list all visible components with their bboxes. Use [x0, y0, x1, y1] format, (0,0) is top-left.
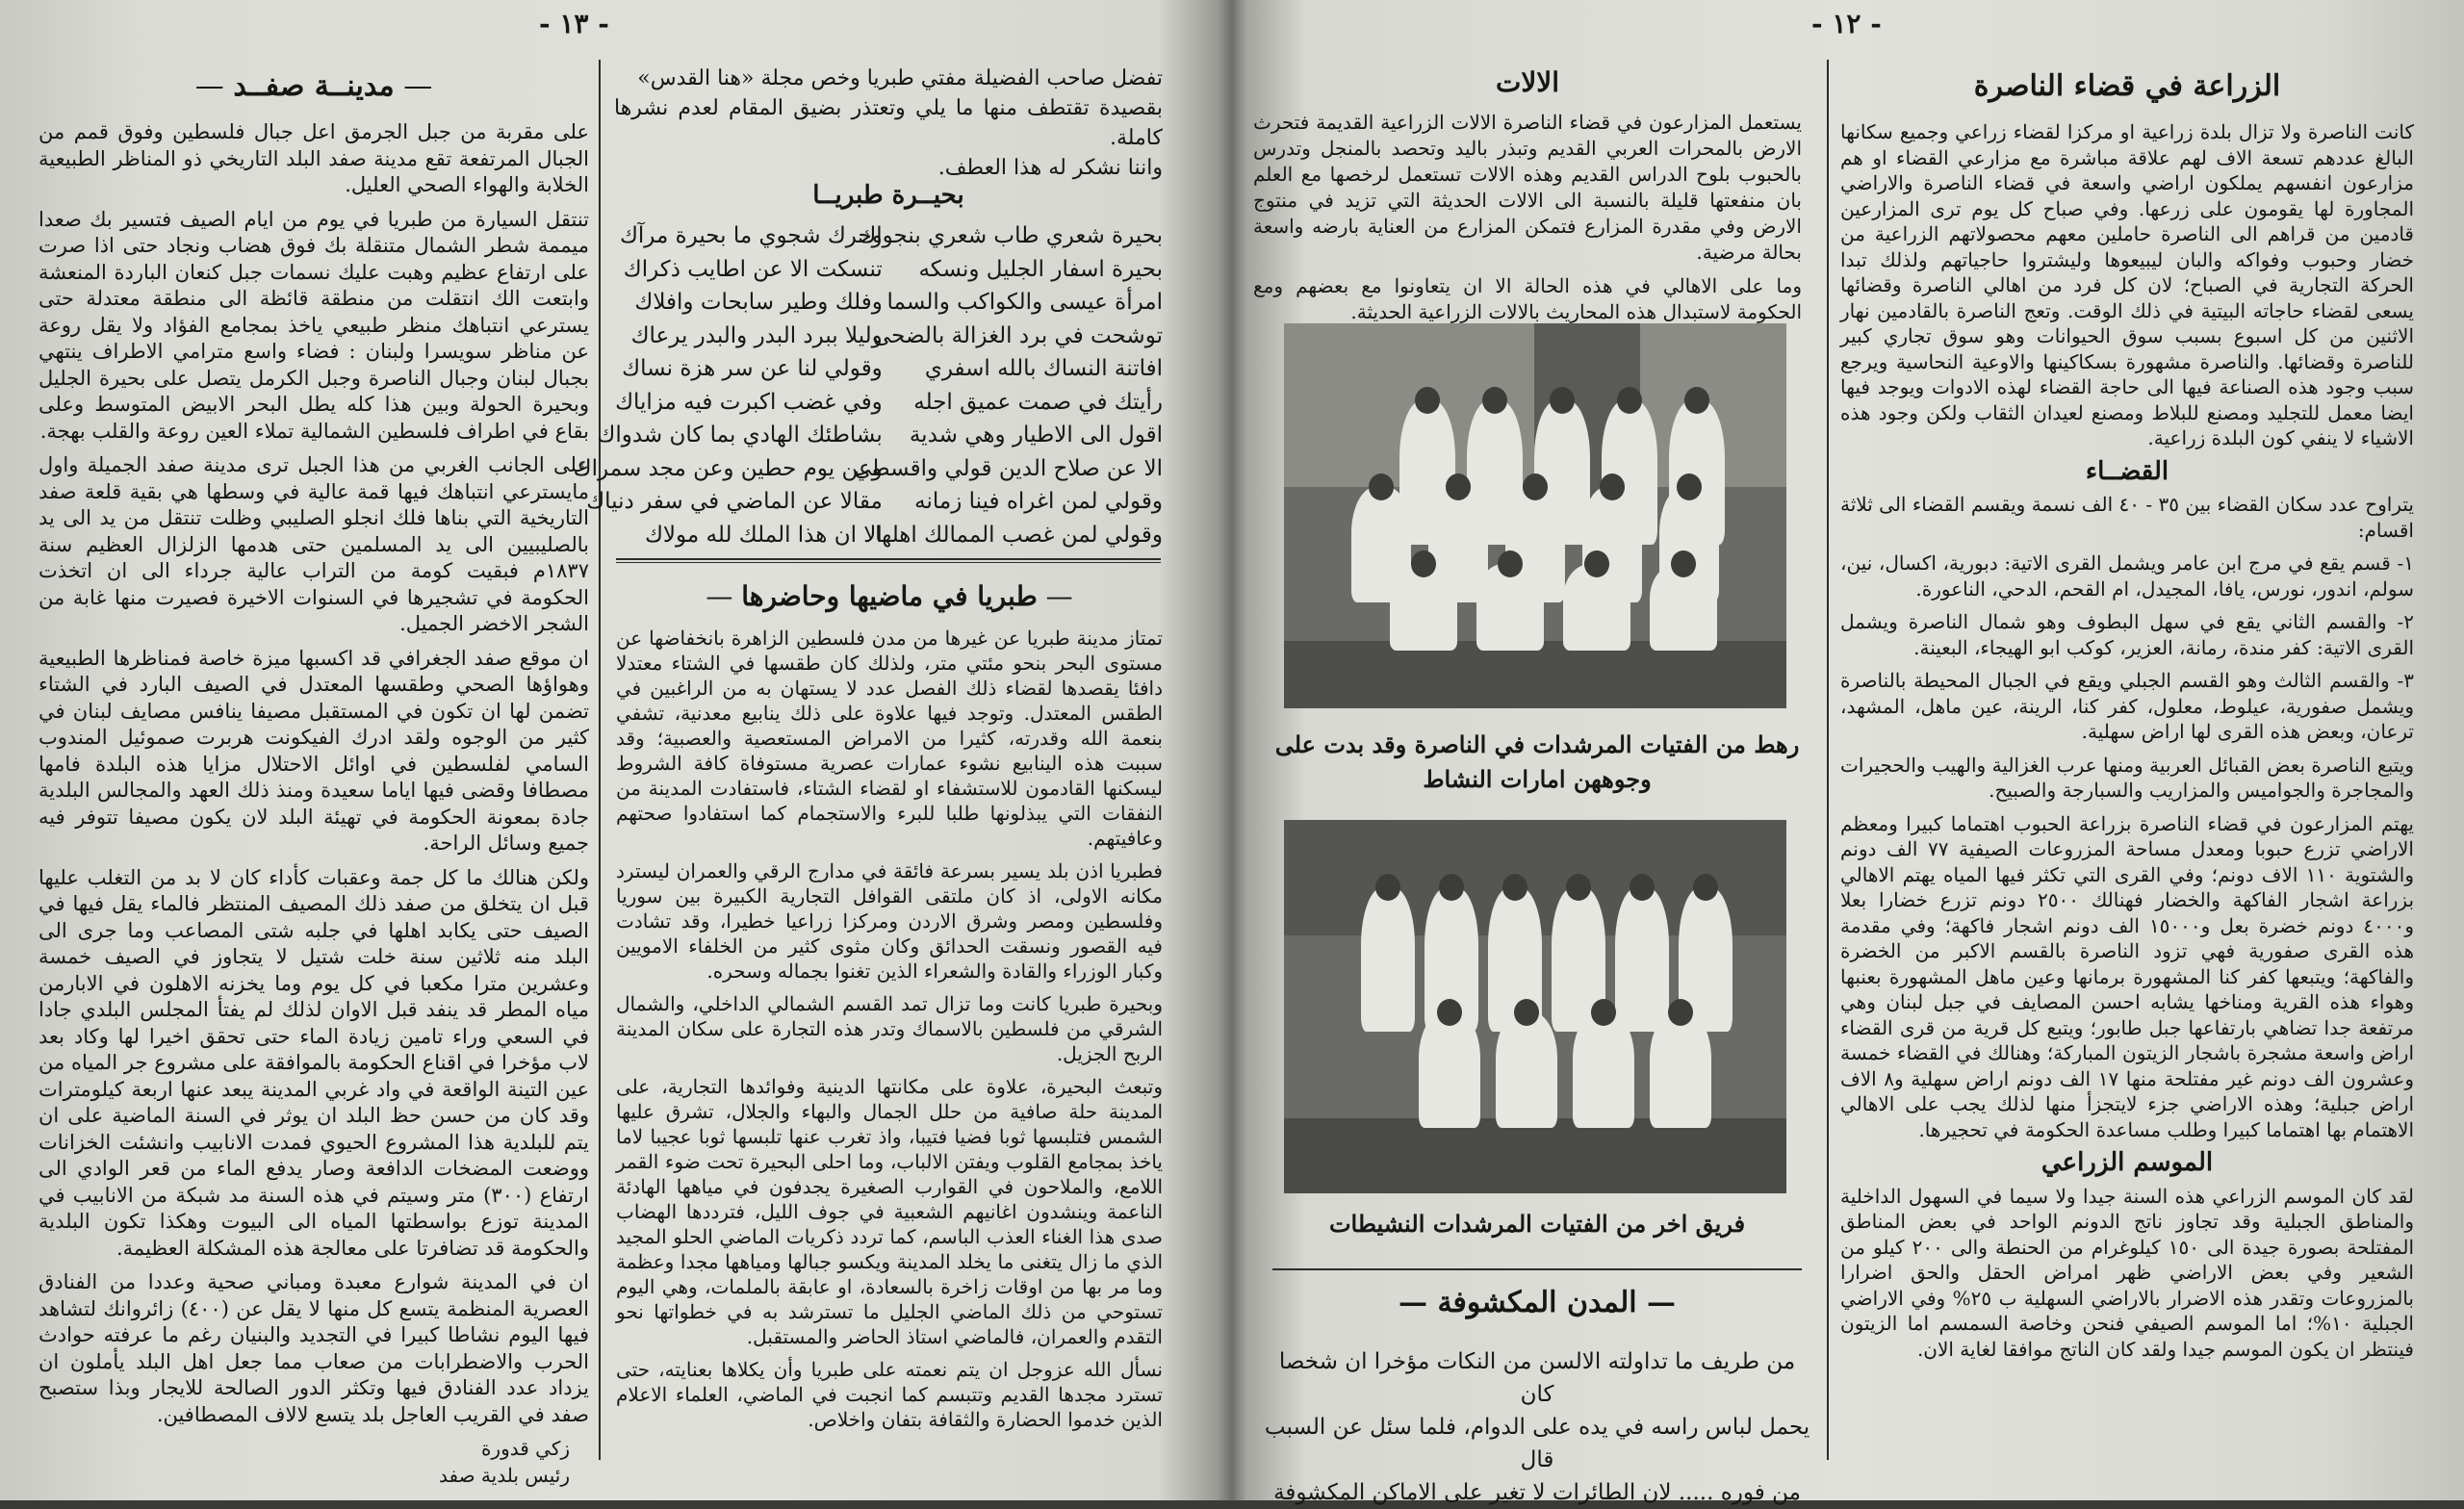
girl-guides-photo-1	[1284, 323, 1786, 708]
verse-first-half: اقول الى الاطيار وهي شدية	[909, 422, 1163, 448]
tiberias-paragraph: وبحيرة طبريا كانت وما تزال تمد القسم الشمالي الداخلي، والشمال الشرقي من فلسطين بالاسماك وتدر هذه التجارة على سكان المدينة الربح الجزيل.	[616, 992, 1163, 1065]
verse-second-half: وقولي لنا عن سر هزة نساك	[622, 356, 883, 381]
verse-first-half: بحيرة اسفار الجليل ونسكه	[918, 256, 1163, 282]
verse-first-half: افاتنة النساك بالله اسفري	[924, 356, 1163, 381]
verse-second-half: وفلك وطير سابحات وافلاك	[634, 290, 883, 315]
section-divider-thin	[616, 562, 1161, 563]
verse-second-half: وحرك شجوي ما بحيرة مرآك	[619, 223, 883, 248]
right-page	[1215, 0, 2464, 1505]
poem-verse	[624, 253, 1163, 287]
section-divider	[616, 558, 1161, 560]
season-text: لقد كان الموسم الزراعي هذه السنة جيدا ولا سيما في السهول الداخلية والمناطق الجبلية وقد تجاوز ناتج الدونم الواحد في بعض المناطق المفتلحة بصورة جيدة الى ١٥٠ كيلوغرام من الحنطة والى ٢٠٠ كيلو من الشعير وفي بعض الاراضي ظهر امراض الحقل والحق اضرارا بالمزروعات وتقدر هذه الاضرار بالاراضي السهلية ب ٢٥% وفي الاراضي الجبلية ١٠%؛ اما الموسم الصيفي فنحن وخاصة السمسم اما الزيتون فينتظر ان يكون الموسم جيدا ولقد كان الناتج موافقا لغاية الان.	[1840, 1184, 2414, 1361]
verse-second-half: وفي غضب اكبرت فيه مزاياك	[615, 389, 883, 415]
verse-first-half: رأيتك في صمت عميق اجله	[913, 389, 1163, 415]
anecdote-title: — المدن المكشوفة —	[1398, 1286, 1677, 1319]
poem-title: بحيــرة طبريــا	[812, 181, 964, 210]
verse-second-half: الا ان هذا الملك لله مولاك	[644, 522, 883, 548]
poem-verse	[624, 519, 1163, 552]
intro-line: بقصيدة تقتطف منها ما يلي وتعتذر بضيق المقام لعدم نشرها كاملة.	[614, 96, 1163, 150]
tools-article	[1253, 64, 1802, 359]
tools-paragraph: يستعمل المزارعون في قضاء الناصرة الالات الزراعية القديمة فتحرث الارض بالمحرات العربي القديم وتبذر باليد وتحصد بالمنجل وتدرس بالحبوب بلوح الدراس القديم وهذه الالات تستعمل لرخصها مع العلم بان منفعتها قليلة بالنسبة الى الالات الحديثة التي تزيد في منتوج الارض وفي مقدرة المزارع فتمكن المزارع من العناية بارضه واسعة بحالة مرضية.	[1253, 111, 1802, 264]
verse-second-half: وليلا ببرد البدر والبدر يرعاك	[630, 322, 883, 348]
page-number-left: - ١٣ -	[539, 8, 609, 39]
district-title: القضــاء	[2085, 456, 2169, 486]
safad-paragraph: ان في المدينة شوارع معبدة ومباني صحية وعددا من الفنادق العصرية المنظمة يتسع كل منها لا يقل عن (٤٠٠) زائروانك لتشاهد فيها اليوم نشاطا كبيرا في التجديد والبنيان رغم ما عرفته حوادث الحرب والاضطرابات من صعاب مما جعل اهل البلد يأملون ان يزداد عدد الفنادق فيها وتكثر الدور الصالحة للايجار وبذا ستصبح صفد في القريب العاجل بلد يتسع لالاف المصطافين.	[38, 1270, 590, 1426]
intro-line: واننا نشكر له هذا العطف.	[937, 156, 1163, 180]
verse-first-half: وقولي لمن غصب الممالك اهلها	[875, 522, 1163, 548]
poem-verse	[573, 452, 1163, 486]
anecdote-title-text: المدن المكشوفة	[1437, 1286, 1637, 1319]
tiberias-title-text: طبريا في ماضيها وحاضرها	[741, 580, 1038, 612]
tools-title: الالات	[1495, 66, 1560, 98]
page-number-right: - ١٢ -	[1811, 8, 1882, 39]
agriculture-paragraph: يهتم المزارعون في قضاء الناصرة بزراعة الحبوب اهتماما كبيرا ومعظم الاراضي تزرع حبوبا ومعدل مساحة المزروعات الصيفية ٧٧ الف دونم والشتوية ١١٠ الاف دونم؛ وفي القرى التي تكثر فيها المياه يهتم الاهالي بزراعة اشجار الفاكهة والخضار فهنالك ٢٥٠٠ دونم تزرع خضارا بعلا و٤٠٠٠ دونم خضرة بعل و١٥٠٠٠ الف دونم اشجار فاكهة؛ وفي مقدمة هذه القرى صفورية فهي تزود الناصرة بالقسم الاكبر من الخضرة والفاكهة؛ ويتبعها كفر كنا المشهورة برمانها وعين ماهل المشهورة بعنبها وهواء هذه القرية ومناخها يشابه احسن المصايف في جبل لبنان وهي مرتفعة جدا تضاهي بارتفاعها جبل طابور؛ ويتبع كل قرية من قرى القضاء اراض واسعة مشجرة باشجار الزيتون المباركة؛ وهنالك في القضاء خمسة وعشرون الف دونم غير مفتلحة منها ١٧ الف دونم اراض سهلية و٨ الاف اراض جبلية؛ وهذه الاراضي جزء لايتجزأ منها لذلك يجب على الاهالي الاهتمام بها اهتماما كبيرا وطلب مساعدة الحكومة في تحجيرها.	[1840, 811, 2415, 1141]
verse-second-half: تنسكت الا عن اطايب ذكراك	[623, 256, 883, 282]
tiberias-title: — طبريا في ماضيها وحاضرها —	[706, 580, 1073, 612]
column-divider	[1827, 60, 1829, 1460]
safad-article	[38, 67, 589, 1489]
safad-title: — مدينــة صفــد —	[194, 69, 433, 103]
poem-verse	[624, 320, 1163, 353]
verse-second-half: وعن يوم حطين وعن مجد سمراك	[573, 455, 883, 481]
girl-guides-photo-2	[1284, 820, 1786, 1193]
district-item: ٣- والقسم الثالث وهو القسم الجبلي ويقع في الجبال المحيطة بالناصرة ويشمل صفورية، عيلوط، معلول، كفر كنا، الرينة، عين ماهل، المشهد، ترعان، وبعض هذه القرى لها اراض سهلية.	[1840, 669, 2414, 743]
district-intro: يتراوح عدد سكان القضاء بين ٣٥ - ٤٠ الف نسمة ويقسم القضاء الى ثلاثة اقسام:	[1840, 493, 2414, 542]
lake-poem	[573, 219, 1163, 551]
agriculture-paragraph: ويتبع الناصرة بعض القبائل العربية ومنها عرب الغزالية والهيب والحجيرات والمجاجرة والجواميس والمزاريب والسبارجة والصبيح.	[1840, 753, 2414, 802]
left-page	[0, 0, 1203, 1500]
verse-first-half: الا عن صلاح الدين قولي واقسطي	[854, 455, 1163, 481]
tiberias-paragraph: وتبعث البحيرة، علاوة على مكانتها الدينية وفوائدها التجارية، على المدينة حلة صافية من حلل الجمال والبهاء والجلال، تشرق عليها الشمس فتلبسها ثوبا فضيا فتيبا، واذ تغرب عنها تلبسها ثوبا عجيبا لاما ياخذ بمجامع القلوب ويفتن الالباب، وما احلى البحيرة تحت ضوء القمر اللامع، والملاحون في القوارب الصغيرة يجدفون في مياهها الهادئة الناعمة وينشدون اغانيهم الشعبية في جوف الليل، فترددها الهضاب صدى هذا الغناء العذب الباسم، كما تردد ذكريات الماضي الحلو المجيد الذي ما زال يتغنى ما يخلد المدينة ويكسو جبالها ومياهها مجدا وعظمة وما مر بها من اوقات زاخرة بالسعادة، او عابقة بالملمات، وهي اليوم تستوحي من ذلك الماضي الجليل ما تسترشد به في خطواتها نحو التقدم والعمران، فالماضي استاذ الحاضر والمستقبل.	[616, 1075, 1163, 1348]
tiberias-intro	[614, 64, 1163, 183]
safad-paragraph: على مقربة من جبل الجرمق اعل جبال فلسطين وفوق قمم من الجبال المرتفعة تقع مدينة صفد البلد التاريخي ذو المناظر الطبيعية الخلابة والهواء الصحي العليل.	[38, 120, 589, 196]
tiberias-paragraph: نسأل الله عزوجل ان يتم نعمته على طبريا وأن يكلاها بعنايته، حتى تسترد مجدها القديم وتتبسم كما انجبت في الماضي، العلماء الاعلام الذين خدموا الحضارة والثقافة بتفان واخلاص.	[616, 1358, 1163, 1431]
safad-paragraph: ان موقع صفد الجغرافي قد اكسبها ميزة خاصة فمناظرها الطبيعية وهواؤها الصحي وطقسها المعتدل في الصيف البارد في الشتاء تضمن لها ان تكون في المستقبل مصيفا ينافس مصايف لبنان في كثير من الوجوه ولقد ادرك الفيكونت هربرت صموئيل المندوب السامي لفلسطين في اوائل الاحتلال مزايا هذه البلدة فامها مصطافا وقضى فيها اياما سعيدة ومنذ ذلك العهد والمجالس البلدية جادة بمعونة الحكومة في تهيئة البلد لان يكون مصيفا تتوفر فيه جميع وسائل الراحة.	[38, 646, 589, 855]
tiberias-article	[616, 577, 1163, 1440]
poem-verse	[619, 219, 1163, 253]
poem-verse	[624, 286, 1163, 320]
district-item: ١- قسم يقع في مرج ابن عامر ويشمل القرى الاتية: دبورية، اكسال، نين، سولم، اندور، نورس، يافا، المجيدل، ام القحم، الدحي، الناعورة.	[1840, 551, 2414, 601]
verse-first-half: بحيرة شعري طاب شعري بنجواك	[858, 223, 1163, 248]
verse-first-half: امرأة عيسى والكواكب والسما	[886, 290, 1163, 315]
safad-title-text: مدينــة صفــد	[233, 69, 395, 103]
poem-verse	[597, 419, 1163, 452]
tiberias-paragraph: فطبريا اذن بلد يسير بسرعة فائقة في مدارج الرقي والعمران ليسترد مكانه الاولى، اذ كان ملتقى القوافل التجارية الكبيرة بين سوريا وفلسطين ومصر وشرق الاردن ومركزا زراعيا خطيرا، وقد تشادت فيه القصور ونسقت الحدائق وكان مثوى كثير من الخلفاء الامويين وكبار الوزراء والقادة والشعراء الذين تغنوا بجماله وسحره.	[616, 859, 1163, 983]
verse-first-half: وقولي لمن اغراه فينا زمانه	[914, 489, 1163, 514]
safad-paragraph: تنتقل السيارة من طبريا في يوم من ايام الصيف فتسير بك صعدا ميممة شطر الشمال متنقلة بك فوق هضاب ونجاد حتى اذا صرت على ارتفاع عظيم وهبت عليك نسمات جبل كنعان الباردة المنعشة وابتعت الك انتقلت من منطقة قائظة الى منطقة معتدلة حتى يسترعي انتباهك منظر طبيعي ياخذ بمجامع الفؤاد ولا يقل روعة عن مناظر سويسرا ولبنان : فضاء واسع مترامي الاطراف ينتهي بجبال لبنان وجبال الناصرة وجبل الكرمل يتصل على بحيرة الجليل وبحيرة الحولة وبين هذا كله يطل البحر الابيض المتوسط وعلى بقاع في اطراف فلسطين الشمالية تملاء العين روعة والقلب بهجة.	[38, 207, 589, 443]
agriculture-intro: كانت الناصرة ولا تزال بلدة زراعية او مركزا لقضاء زراعي وجميع سكانها البالغ عددهم تسعة الاف لهم علاقة مباشرة مع مزارعي القضاء او هم مزارعون انفسهم يملكون اراضي واسعة في قضاء الناصرة والاراضي المجاورة لها يقومون على زرعها. وفي صباح كل يوم ترى المزارعين قادمين من قراهم الى الناصرة حاملين معهم محصولاتهم الزراعية من خضار وحبوب وفواكه والبان ليبيعوها وليشتروا حاجياتهم ولذلك تبدا الحركة التجارية في الصباح؛ لان كل فرد من اهالي الناصرة وقضائها يسعى لقضاء حاجاته البيتية في ذلك الوقت. وتعج الناصرة بالقادمين نهار الاثنين من كل اسبوع بسبب سوق الحيوانات وهو سوق تجاري كبير للناصرة وقضائها. والناصرة مشهورة بسكاكينها والاوعية النحاسية ويرجع سبب وجود هذه الصناعة فيها الى حاجة القضاء لهذه الادوات ويوجد فيها ايضا معمل للتجليد ومصنع للبلاط ومصنع لعيدان الثقاب ولكن وجود هذه الاشياء لا ينفي كون البلدة زراعية.	[1840, 120, 2414, 449]
agriculture-title: الزراعة في قضاء الناصرة	[1973, 69, 2281, 103]
anecdote-line: من فوره ..... لان الطائرات لا تغير على الاماكن المكشوفة	[1273, 1480, 1801, 1505]
column-divider	[599, 60, 601, 1460]
safad-paragraph: ولكن هنالك ما كل جمة وعقبات كأداء كان لا بد من التغلب عليها قبل ان يتخلق من صفد ذلك المصيف المنتظر فالماء يقل فيها في الصيف حتى يكابد اهلها في جلبه شتى المصاعب وما جرى الى البلد منه ثلاثين سنة خلت شتيل لا يتجاوز في الصيف خمسة وعشرين مترا مكعبا في كل يوم وما يخزنه الاهلون في الابارمن مياه المطر قد ينفد قبل الاوان لذلك لم يفتأ المجلس البلدي جادا في السعي وراء تامين زيادة الماء حتى تحقق اخيرا لها وكاد بعد لاب مؤخرا في اقناع الحكومة بالموافقة على مشروع جر المياه من عين التينة الواقعة في واد غربي المدينة يبعد عنها اربعة كيلومترات وقد كان من حسن حظ البلد ان يوثر في السنة الماضية على ان يتم للبلدية هذا المشروع الحيوي فمدت الانابيب وانشئت الخزانات ووضعت المضخات الدافعة وصار يدفع الماء من قعر الوادي الى ارتفاع (٣٠٠) متر وسيتم في هذه السنة مد شبكة من الانابيب في المدينة توزع بواسطتها المياه الى البيوت وهكذا تكون البلدية والحكومة قد تضافرتا على معالجة هذه المشكلة العظيمة.	[38, 865, 589, 1260]
intro-line: تفضل صاحب الفضيلة مفتي طبريا وخص مجلة «هنا القدس»	[637, 66, 1163, 90]
safad-signature-name: زكي قدورة	[480, 1437, 570, 1460]
poem-verse	[586, 485, 1163, 519]
verse-first-half: توشحت في برد الغزالة بالضحى	[872, 322, 1163, 348]
verse-second-half: بشاطئك الهادي بما كان شدواك	[597, 422, 883, 448]
agriculture-article	[1840, 67, 2414, 1369]
poem-verse	[624, 352, 1163, 386]
photo-caption-2: فريق اخر من الفتيات المرشدات النشيطات	[1328, 1210, 1746, 1238]
poem-verse	[615, 386, 1163, 420]
anecdote-text	[1263, 1345, 1811, 1509]
tiberias-paragraph: تمتاز مدينة طبريا عن غيرها من مدن فلسطين الزاهرة بانخفاضها عن مستوى البحر بنحو مئتي متر، ولذلك كان طقسها في الشتاء معتدلا دافئا يقصدها لقضاء ذلك الفصل عدد لا يستهان به من الراغبين في الطقس المعتدل. وتوجد فيها علاوة على ذلك ينابيع معدنية، تشفي بنعمة الله وقدرته، كثيرا من الامراض المستعصية والعصبية؛ وقد سببت هذه الينابيع نشوء عمارات عصرية مستوفاة كافة الشروط ليسكنها القادمون للاستشفاء او لقضاء الشتاء، فاستفادت المدينة من النفقات التي يبذلونها طلبا للبرء والاستجمام كما استفادوا صحتهم وعافيتهم.	[616, 627, 1163, 850]
photo-caption-1: رهط من الفتيات المرشدات في الناصرة وقد بدت على وجوههن امارات النشاط	[1274, 730, 1800, 793]
district-item: ٢- والقسم الثاني يقع في سهل البطوف وهو شمال الناصرة ويشمل القرى الاتية: كفر مندة، رمانة، العزير، كوكب ابو الهيجاء، البعينة.	[1840, 610, 2414, 659]
anecdote-line: من طريف ما تداولته الالسن من النكات مؤخرا ان شخصا كان	[1278, 1349, 1796, 1407]
verse-second-half: مقالا عن الماضي في سفر دنياك	[586, 489, 883, 514]
tools-paragraph: وما على الاهالي في هذه الحالة الا ان يتعاونوا مع بعضهم ومع الحكومة لاستبدال هذه المحاريث بالالات الزراعية الحديثة.	[1253, 274, 1802, 323]
safad-signature-role: رئيس بلدية صفد	[438, 1463, 570, 1487]
anecdote-line: يحمل لباس راسه في يده على الدوام، فلما سئل عن السبب قال	[1264, 1415, 1810, 1472]
safad-paragraph: على الجانب الغربي من هذا الجبل ترى مدينة صفد الجميلة واول مايسترعي انتباهك فيها قمة عالية في وسطها هي بقية قلعة صفد التاريخية التي بناها فلك انجلو الصليبي وظلت تنتقل من يد الى يد بالصليبيين الى يد المسلمين حتى هدمها الزلزال العظيم سنة ١٨٣٧م فبقيت كومة من التراب عالية جرداء الى ان اتخذت الحكومة في تشجيرها في السنوات الاخيرة فصيرت منها غابة من الشجر الاخضر الجميل.	[38, 453, 589, 635]
section-divider	[1272, 1268, 1802, 1270]
season-title: الموسم الزراعي	[2040, 1148, 2214, 1177]
